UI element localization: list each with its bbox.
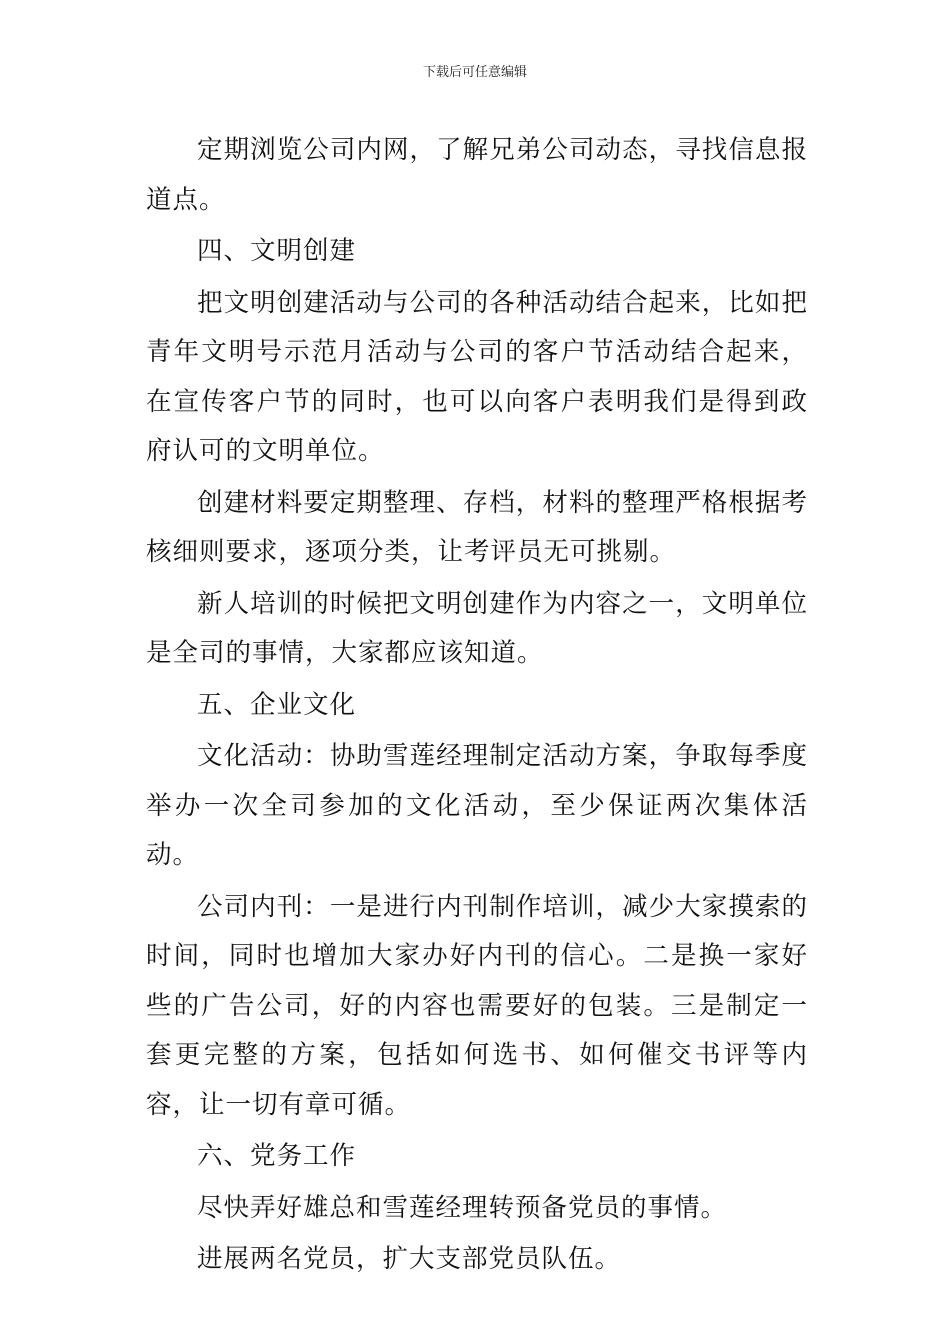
paragraph-party-expansion: 进展两名党员，扩大支部党员队伍。 — [197, 1244, 622, 1274]
section-heading-party: 六、党务工作 — [197, 1141, 357, 1171]
paragraph-civilization-activities: 把文明创建活动与公司的各种活动结合起来，比如把青年文明号示范月活动与公司的客户节活动结合起来，在宣传客户节的同时，也可以向客户表明我们是得到政府认可的文明单位。 — [146, 287, 808, 466]
paragraph-intranet: 定期浏览公司内网，了解兄弟公司动态，寻找信息报道点。 — [146, 135, 808, 215]
paragraph-civilization-training: 新人培训的时候把文明创建作为内容之一，文明单位是全司的事情，大家都应该知道。 — [146, 588, 808, 668]
paragraph-culture-activities: 文化活动：协助雪莲经理制定活动方案，争取每季度举办一次全司参加的文化活动，至少保证两次集体活动。 — [146, 741, 808, 870]
section-heading-civilization: 四、文明创建 — [197, 236, 357, 266]
section-heading-culture: 五、企业文化 — [197, 689, 357, 720]
paragraph-civilization-materials: 创建材料要定期整理、存档，材料的整理严格根据考核细则要求，逐项分类，让考评员无可挑剔。 — [146, 487, 808, 567]
document-body — [146, 126, 808, 1287]
page-header: 下载后可任意编辑 — [422, 65, 527, 80]
paragraph-party-members: 尽快弄好雄总和雪莲经理转预备党员的事情。 — [197, 1192, 728, 1223]
paragraph-internal-journal: 公司内刊：一是进行内刊制作培训，减少大家摸索的时间，同时也增加大家办好内刊的信心。二是换一家好些的广告公司，好的内容也需要好的包装。三是制定一套更完整的方案，包括如何选书、如何催交书评等内容，让一切有章可循。 — [146, 891, 808, 1120]
